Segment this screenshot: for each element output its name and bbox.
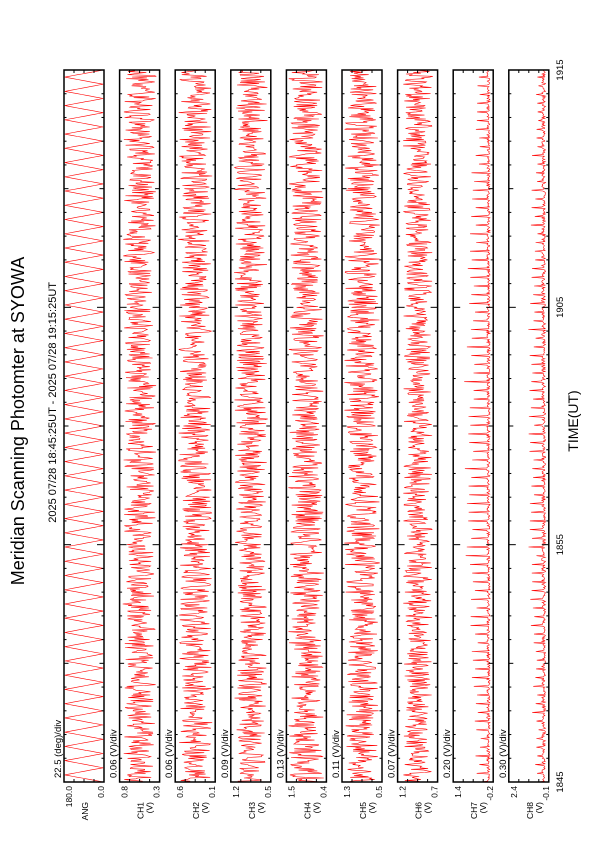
panel-ch1-ytick-max: 0.8 xyxy=(119,786,130,798)
panel-ch4-name: CH4 xyxy=(302,802,313,820)
panel-ch2-series-line xyxy=(178,70,212,782)
panel-ch2-ytick-min: 0.1 xyxy=(207,786,218,798)
panel-ch8-name: CH8 xyxy=(524,802,535,820)
panel-ch4-unit: (V) xyxy=(311,802,322,814)
panel-ch6-name: CH6 xyxy=(413,802,424,820)
panel-ch2-name: CH2 xyxy=(191,802,202,820)
panel-ch5-ytick-min: 0.5 xyxy=(374,786,384,798)
panel-ch4-ytick-max: 1.5 xyxy=(286,786,297,798)
panel-ch8 xyxy=(498,70,551,819)
panel-ch6 xyxy=(387,70,440,819)
panel-ch5-ytick-max: 1.3 xyxy=(342,786,352,798)
panel-ch7-ytick-min: -0.2 xyxy=(485,786,496,801)
panel-ch3-scale-label: 0.09 (V)/div xyxy=(219,729,231,778)
panel-ch7-scale-label: 0.20 (V)/div xyxy=(442,729,454,778)
panel-ch8-frame xyxy=(509,70,549,782)
panel-ch8-ytick-min: -0.1 xyxy=(540,786,551,801)
panel-ch1-ytick-min: 0.3 xyxy=(151,786,162,798)
panel-ch5-name: CH5 xyxy=(358,802,368,820)
panel-ch7 xyxy=(442,70,495,819)
panel-ch3-series-line xyxy=(234,70,268,782)
panel-ch3-unit: (V) xyxy=(255,802,266,814)
panel-ch6-ytick-max: 1.2 xyxy=(397,786,408,798)
panel-ang xyxy=(53,70,106,820)
panel-ch1-unit: (V) xyxy=(144,802,155,814)
panel-ch4-series-line xyxy=(288,70,323,782)
x-axis-label: TIME(UT) xyxy=(565,390,581,452)
panel-ch1-series-line xyxy=(123,70,157,782)
time-range-label: 2025 07/28 18:45:25UT - 2025 07/28 19:15:25UT xyxy=(47,282,59,523)
panel-ch1-scale-label: 0.06 (V)/div xyxy=(108,729,120,778)
panel-ch6-unit: (V) xyxy=(422,802,433,814)
panel-ch4-ytick-min: 0.4 xyxy=(318,786,329,798)
panel-ch8-scale-label: 0.30 (V)/div xyxy=(497,729,509,778)
panel-ch4-scale-label: 0.13 (V)/div xyxy=(275,729,287,778)
panel-ch1-name: CH1 xyxy=(135,802,146,820)
panel-ch4 xyxy=(275,70,328,819)
panel-ang-ytick-min: 0.0 xyxy=(96,786,106,798)
panel-ch8-unit: (V) xyxy=(533,802,544,814)
panel-ang-scale-label: 22.5 (deg)/div xyxy=(53,719,64,778)
panel-ch5 xyxy=(331,70,384,819)
panel-ch1-frame xyxy=(120,70,160,782)
panel-ch6-series-line xyxy=(403,70,433,782)
panel-ang-series-line xyxy=(65,70,103,782)
panel-ch6-scale-label: 0.07 (V)/div xyxy=(386,729,398,778)
panel-ch8-series-line xyxy=(528,70,545,782)
x-tick-label: 1845 xyxy=(554,771,566,793)
panel-ch3 xyxy=(220,70,273,819)
panel-ch5-series-line xyxy=(344,70,380,782)
panel-ch8-ytick-max: 2.4 xyxy=(508,786,519,798)
panel-ch3-ytick-min: 0.5 xyxy=(262,786,273,798)
panel-ch2 xyxy=(164,70,217,819)
panel-ang-frame xyxy=(64,70,104,782)
panel-ch1 xyxy=(109,70,162,819)
panel-ch3-name: CH3 xyxy=(246,802,257,820)
panel-ch2-ytick-max: 0.6 xyxy=(175,786,186,798)
panel-ch7-name: CH7 xyxy=(469,802,480,820)
panel-ch6-ytick-min: 0.7 xyxy=(429,786,440,798)
panel-ch3-ytick-max: 1.2 xyxy=(230,786,241,798)
x-tick-label: 1915 xyxy=(554,59,566,81)
x-tick-label: 1905 xyxy=(554,296,566,318)
panel-ch7-series-line xyxy=(464,70,490,782)
panel-ch5-scale-label: 0.11 (V)/div xyxy=(331,730,342,778)
panel-ch7-unit: (V) xyxy=(478,802,489,814)
panel-ch7-ytick-max: 1.4 xyxy=(453,786,464,798)
panels-group xyxy=(53,70,551,820)
x-tick-label: 1855 xyxy=(554,534,566,556)
panel-ch2-unit: (V) xyxy=(200,802,211,814)
chart-title: Meridian Scanning Photomter at SYOWA xyxy=(8,256,28,586)
panel-ang-ytick-max: 180.0 xyxy=(64,786,74,808)
panel-ch2-scale-label: 0.06 (V)/div xyxy=(164,729,176,778)
panel-ch5-unit: (V) xyxy=(367,802,377,814)
panel-ang-name: ANG xyxy=(80,802,90,821)
